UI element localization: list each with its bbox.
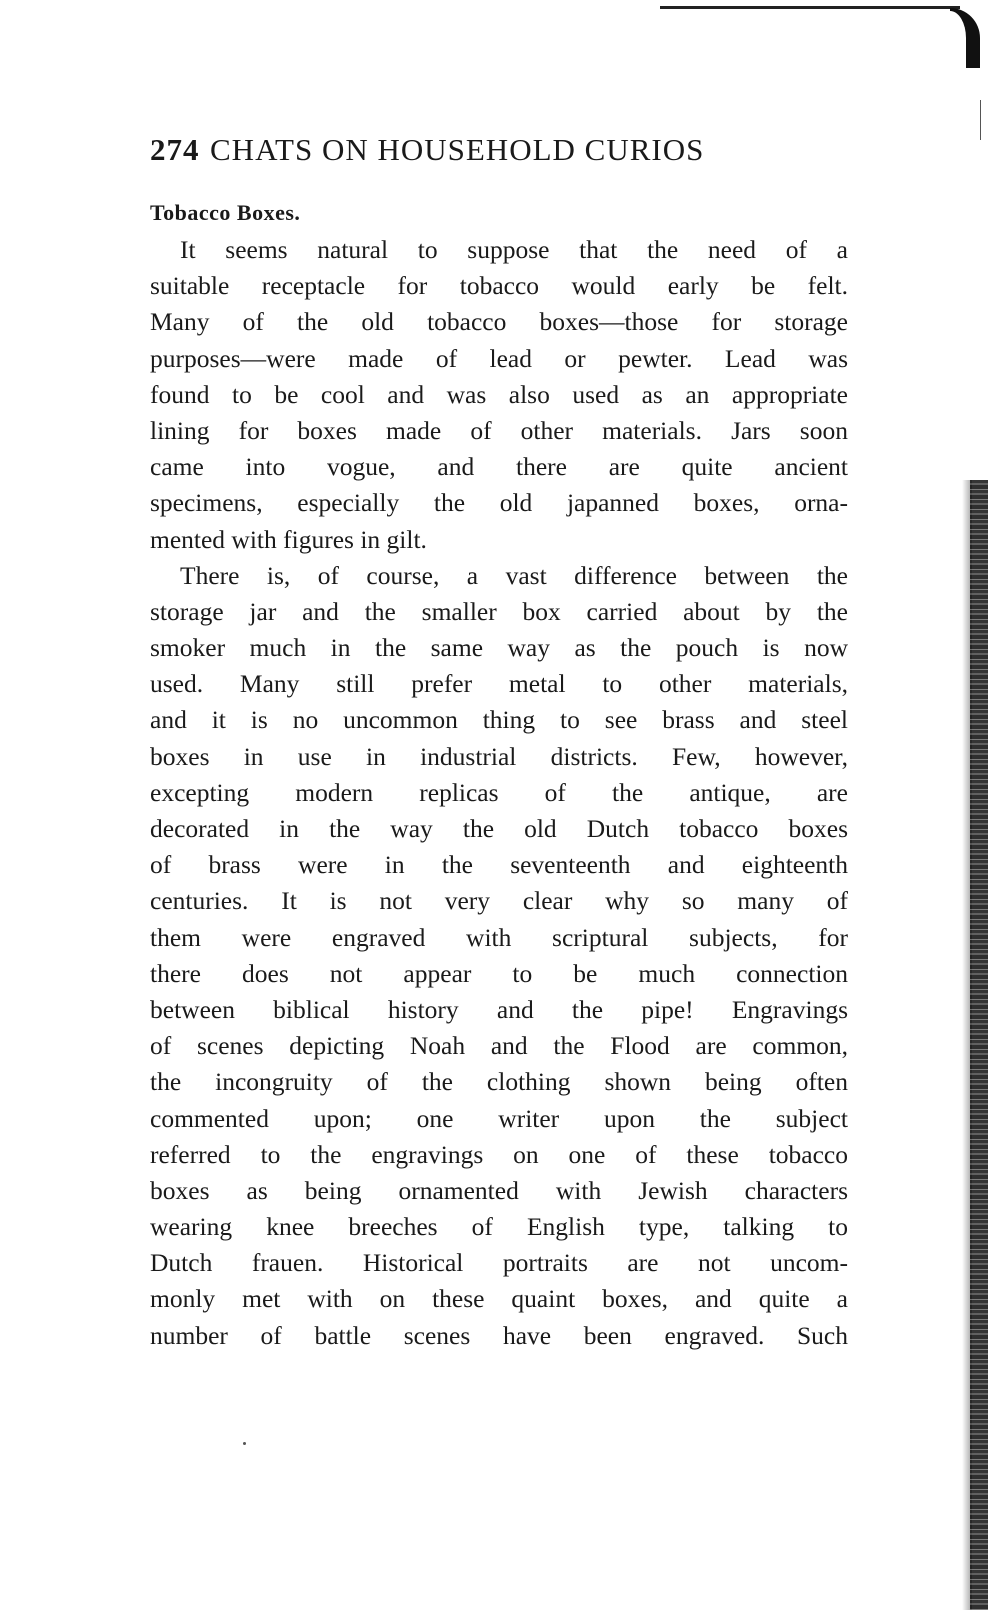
- text-line: came into vogue, and there are quite ancient: [150, 452, 848, 482]
- body-text: [150, 232, 848, 1354]
- paragraph-1: [150, 232, 848, 558]
- text-line: centuries. It is not very clear why so many of: [150, 886, 848, 916]
- text-line: number of battle scenes have been engraved. Such: [150, 1320, 848, 1350]
- text-line: It seems natural to suppose that the need of a: [180, 235, 848, 264]
- running-head: [150, 132, 850, 168]
- text-line: used. Many still prefer metal to other materials,: [150, 669, 848, 699]
- section-heading: Tobacco Boxes.: [150, 200, 301, 225]
- text-line: purposes—were made of lead or pewter. Lead was: [150, 343, 848, 373]
- scan-page-curl: [950, 8, 980, 68]
- text-line: commented upon; one writer upon the subject: [150, 1103, 848, 1133]
- scan-mark: [980, 100, 981, 140]
- text-line: and it is no uncommon thing to see brass and steel: [150, 705, 848, 735]
- text-line: Many of the old tobacco boxes—those for storage: [150, 307, 848, 337]
- text-line: lining for boxes made of other materials. Jars soon: [150, 415, 848, 445]
- text-line: smoker much in the same way as the pouch is now: [150, 633, 848, 663]
- text-line: Dutch frauen. Historical portraits are not uncom-: [150, 1248, 848, 1278]
- text-line: monly met with on these quaint boxes, and quite a: [150, 1284, 848, 1314]
- text-line: decorated in the way the old Dutch tobacco boxes: [150, 814, 848, 843]
- paragraph-2: [150, 558, 848, 1354]
- text-line: specimens, especially the old japanned boxes, orna-: [150, 488, 848, 518]
- page-number: 274: [150, 132, 200, 167]
- text-line: boxes in use in industrial districts. Few, however,: [150, 741, 848, 771]
- scan-edge-rule: [660, 6, 960, 9]
- text-line: storage jar and the smaller box carried about by the: [150, 596, 848, 626]
- text-line: wearing knee breeches of English type, talking to: [150, 1212, 848, 1242]
- scan-speck: [243, 1442, 246, 1445]
- text-line: the incongruity of the clothing shown being often: [150, 1067, 848, 1097]
- scan-right-edge: [970, 480, 988, 1610]
- text-line: there does not appear to be much connection: [150, 958, 848, 988]
- text-line: between biblical history and the pipe! Engravings: [150, 994, 848, 1024]
- text-line: excepting modern replicas of the antique, are: [150, 777, 848, 807]
- text-line: suitable receptacle for tobacco would early be felt.: [150, 271, 848, 301]
- text-line: found to be cool and was also used as an appropriate: [150, 379, 848, 409]
- text-line: mented with figures in gilt.: [150, 524, 427, 554]
- book-title: CHATS ON HOUSEHOLD CURIOS: [210, 132, 705, 167]
- text-line: There is, of course, a vast difference between the: [180, 560, 848, 590]
- text-line: them were engraved with scriptural subjects, for: [150, 922, 848, 952]
- text-line: boxes as being ornamented with Jewish characters: [150, 1175, 848, 1205]
- text-line: referred to the engravings on one of these tobacco: [150, 1139, 848, 1169]
- text-line: of scenes depicting Noah and the Flood are common,: [150, 1031, 848, 1061]
- text-line: of brass were in the seventeenth and eighteenth: [150, 850, 848, 880]
